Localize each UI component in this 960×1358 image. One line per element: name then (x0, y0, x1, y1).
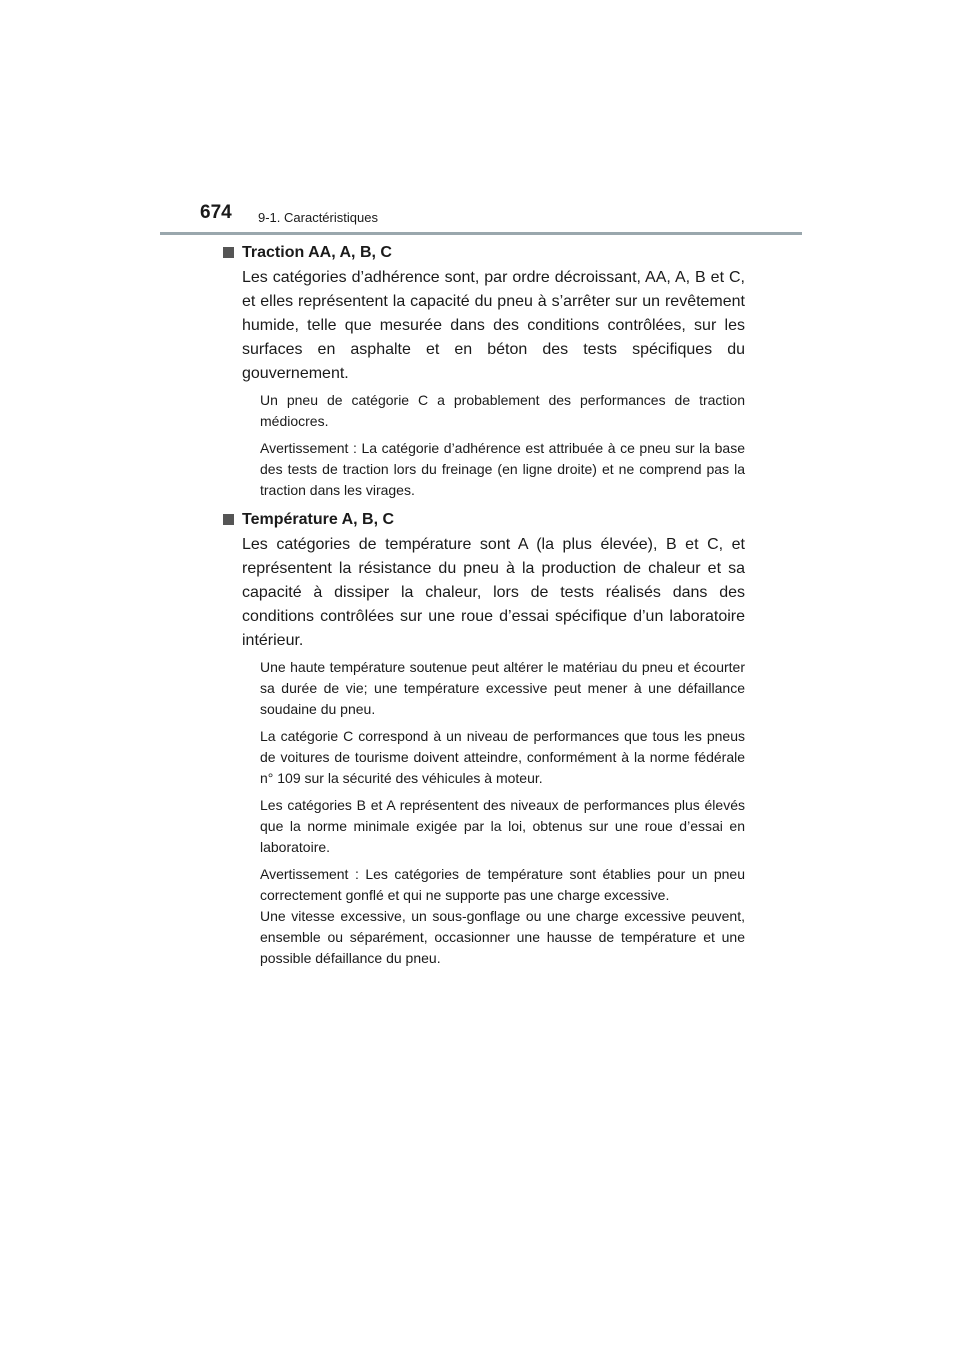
note-paragraph: Un pneu de catégorie C a probablement des performances de traction médiocres. (260, 392, 745, 429)
header-rule (160, 232, 802, 235)
page-content (224, 242, 745, 977)
section-body: Les catégories de température sont A (la plus élevée), B et C, et représentent la résistance du pneu à la production de chaleur et sa capacité à dissiper la chaleur, lors de tests réalisés dans des conditions contrôlées sur une roue d’essai spécifique d’un laboratoire intérieur. (242, 536, 745, 649)
section-temperature (224, 509, 745, 969)
square-bullet-icon (223, 514, 234, 525)
page-header (160, 198, 802, 234)
warning-paragraph: Avertissement : La catégorie d’adhérence est attribuée à ce pneu sur la base des tests de traction lors du freinage (en ligne droite) et ne comprend pas la traction dans les virages. (260, 440, 745, 498)
page-number: 674 (200, 202, 232, 223)
chapter-title: 9-1. Caractéristiques (258, 210, 378, 225)
square-bullet-icon (223, 247, 234, 258)
section-heading (224, 242, 745, 264)
section-body: Les catégories d’adhérence sont, par ordre décroissant, AA, A, B et C, et elles représentent la capacité du pneu à s’arrêter sur un revêtement humide, telle que mesurée dans des conditions contrôlées, sur les surfaces en asphalte et en béton des tests spécifiques du gouvernement. (242, 269, 745, 382)
section-heading-text: Traction AA, A, B, C (242, 244, 392, 261)
note-paragraph: Une haute température soutenue peut altérer le matériau du pneu et écourter sa durée de vie; une température excessive peut mener à une défaillance soudaine du pneu. (260, 659, 745, 717)
note-paragraph: La catégorie C correspond à un niveau de performances que tous les pneus de voitures de tourisme doivent atteindre, conformément à la norme fédérale n° 109 sur la sécurité des véhicules à moteur. (260, 728, 745, 786)
note-paragraph: Une vitesse excessive, un sous-gonflage ou une charge excessive peuvent, ensemble ou séparément, occasionner une hausse de température et une possible défaillance du pneu. (260, 908, 745, 966)
section-heading (224, 509, 745, 531)
warning-paragraph: Avertissement : Les catégories de température sont établies pour un pneu correctement gonflé et qui ne supporte pas une charge excessive. (260, 866, 745, 903)
section-traction (224, 242, 745, 501)
section-heading-text: Température A, B, C (242, 511, 395, 528)
note-paragraph: Les catégories B et A représentent des niveaux de performances plus élevés que la norme minimale exigée par la loi, obtenus sur une roue d’essai en laboratoire. (260, 797, 745, 855)
